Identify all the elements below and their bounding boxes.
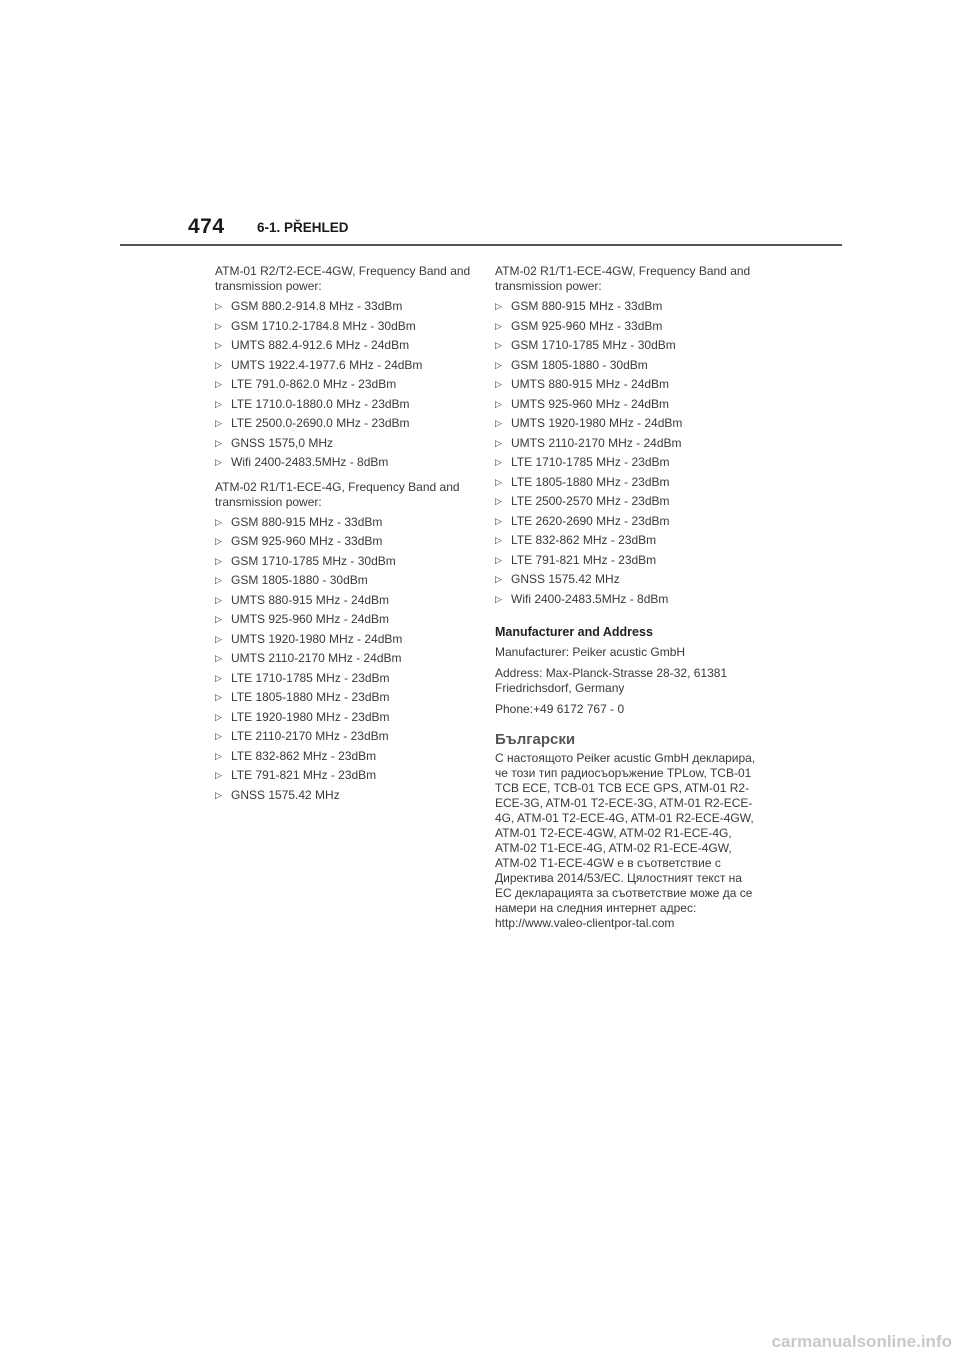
list-item xyxy=(495,592,757,612)
list-item xyxy=(215,710,477,730)
list-item-text: UMTS 882.4-912.6 MHz - 24dBm xyxy=(231,338,410,352)
triangle-right-icon: ▷ xyxy=(495,476,502,487)
triangle-right-icon: ▷ xyxy=(495,359,502,370)
list-item-text: Wifi 2400-2483.5MHz - 8dBm xyxy=(511,591,669,606)
triangle-right-icon: ▷ xyxy=(495,496,502,506)
list-item-text: GSM 1710.2-1784.8 MHz - 30dBm xyxy=(231,318,416,333)
list-item xyxy=(215,436,477,456)
list-item xyxy=(215,729,477,749)
list-item-text: GNSS 1575.42 MHz xyxy=(231,787,340,802)
list-item xyxy=(215,768,477,788)
list-item-text: LTE 2620-2690 MHz - 23dBm xyxy=(511,513,670,528)
triangle-right-icon: ▷ xyxy=(215,516,222,527)
list-item xyxy=(215,788,477,808)
list-item xyxy=(495,319,757,339)
header-divider xyxy=(120,244,842,246)
section-intro: ATM-01 R2/T2-ECE-4GW, Frequency Band and transmission power: xyxy=(215,264,471,293)
list-item xyxy=(215,515,477,535)
triangle-right-icon: ▷ xyxy=(215,457,222,467)
list-item-text: GNSS 1575.42 MHz xyxy=(511,572,620,586)
list-item-text: LTE 2500-2570 MHz - 23dBm xyxy=(511,494,670,508)
triangle-right-icon: ▷ xyxy=(215,437,222,448)
list-item-text: GSM 880-915 MHz - 33dBm xyxy=(231,514,383,529)
bulgarian-heading: Български xyxy=(495,731,576,748)
triangle-right-icon: ▷ xyxy=(495,379,502,389)
triangle-right-icon: ▷ xyxy=(215,692,222,702)
triangle-right-icon: ▷ xyxy=(215,594,222,605)
triangle-right-icon: ▷ xyxy=(495,437,502,448)
section-intro: ATM-02 R1/T1-ECE-4GW, Frequency Band and transmission power: xyxy=(495,264,751,293)
chapter-title: 6-1. PŘEHLED xyxy=(257,220,349,235)
triangle-right-icon: ▷ xyxy=(215,672,222,683)
list-item-text: GSM 1710-1785 MHz - 30dBm xyxy=(511,338,676,352)
list-item-text: LTE 791-821 MHz - 23dBm xyxy=(231,768,377,782)
triangle-right-icon: ▷ xyxy=(495,554,502,565)
list-item xyxy=(495,494,757,514)
right-column xyxy=(495,264,757,931)
list-item xyxy=(495,436,757,456)
list-item xyxy=(495,455,757,475)
triangle-right-icon: ▷ xyxy=(215,711,222,722)
list-item xyxy=(495,397,757,417)
page-number: 474 xyxy=(188,215,225,238)
list-item xyxy=(215,671,477,691)
list-item xyxy=(215,534,477,554)
list-item xyxy=(215,573,477,593)
triangle-right-icon: ▷ xyxy=(215,614,222,624)
list-item-text: GSM 925-960 MHz - 33dBm xyxy=(511,318,663,333)
bulgarian-declaration: С настоящото Peiker acustic GmbH декларира, че този тип радиосъоръжение TPLow, TCB-01 TCB ECE, TCB-01 TCB ECE GPS, ATM-01 R2-ECE-3G, ATM-01 T2-ECE-3G, ATM-01 R2-ECE-4G, ATM-01 T2-ECE-4G, ATM-01 R2-ECE-4GW, ATM-01 T2-ECE-4GW, ATM-02 R1-ECE-4G, ATM-02 T1-ECE-4G, ATM-02 R1-ECE-4GW, ATM-02 T1-ECE-4GW е в съответствие с Директива 2014/53/ЕС. Цялостният текст на ЕС декларацията за съответствие може да се намери на следния интернет адрес: http://www.valeo-clientpor-tal.com xyxy=(495,751,756,930)
list-item-text: GSM 880.2-914.8 MHz - 33dBm xyxy=(231,299,403,313)
list-item xyxy=(215,397,477,417)
list-item xyxy=(495,416,757,436)
list-item-text: LTE 1920-1980 MHz - 23dBm xyxy=(231,709,390,724)
list-item xyxy=(495,533,757,553)
triangle-right-icon: ▷ xyxy=(495,418,502,428)
list-item-text: UMTS 2110-2170 MHz - 24dBm xyxy=(231,651,402,665)
list-item-text: GNSS 1575,0 MHz xyxy=(231,435,334,450)
list-item xyxy=(215,651,477,671)
list-item xyxy=(495,475,757,495)
triangle-right-icon: ▷ xyxy=(215,575,222,585)
list-item-text: LTE 1805-1880 MHz - 23dBm xyxy=(231,690,390,704)
list-item-text: UMTS 880-915 MHz - 24dBm xyxy=(511,377,670,391)
list-item-text: LTE 791.0-862.0 MHz - 23dBm xyxy=(231,377,397,391)
list-item-text: UMTS 2110-2170 MHz - 24dBm xyxy=(511,435,682,450)
triangle-right-icon: ▷ xyxy=(215,633,222,644)
triangle-right-icon: ▷ xyxy=(495,593,502,604)
list-item xyxy=(215,319,477,339)
list-item-text: LTE 1710-1785 MHz - 23dBm xyxy=(231,670,390,685)
triangle-right-icon: ▷ xyxy=(215,379,222,389)
triangle-right-icon: ▷ xyxy=(495,340,502,350)
section-intro: ATM-02 R1/T1-ECE-4G, Frequency Band and transmission power: xyxy=(215,479,460,509)
triangle-right-icon: ▷ xyxy=(215,653,222,663)
manufacturer-name: Manufacturer: Peiker acustic GmbH xyxy=(495,645,686,659)
list-item xyxy=(495,358,757,378)
triangle-right-icon: ▷ xyxy=(215,555,222,566)
triangle-right-icon: ▷ xyxy=(215,398,222,409)
list-item-text: GSM 1805-1880 - 30dBm xyxy=(231,573,368,587)
list-item xyxy=(215,338,477,358)
list-item-text: LTE 1710.0-1880.0 MHz - 23dBm xyxy=(231,396,410,411)
list-item-text: UMTS 925-960 MHz - 24dBm xyxy=(231,612,390,626)
list-item-text: GSM 1805-1880 - 30dBm xyxy=(511,357,648,372)
list-item-text: LTE 2500.0-2690.0 MHz - 23dBm xyxy=(231,416,410,430)
triangle-right-icon: ▷ xyxy=(215,301,222,311)
list-item xyxy=(215,593,477,613)
list-item-text: LTE 1805-1880 MHz - 23dBm xyxy=(511,474,670,489)
watermark: carmanualsonline.info xyxy=(771,1332,952,1351)
triangle-right-icon: ▷ xyxy=(495,398,502,409)
list-item-text: UMTS 1920-1980 MHz - 24dBm xyxy=(511,416,683,430)
triangle-right-icon: ▷ xyxy=(215,359,222,370)
triangle-right-icon: ▷ xyxy=(215,536,222,546)
triangle-right-icon: ▷ xyxy=(215,418,222,428)
list-item xyxy=(215,299,477,319)
frequency-list xyxy=(215,299,477,475)
list-item-text: UMTS 880-915 MHz - 24dBm xyxy=(231,592,390,607)
list-item xyxy=(495,553,757,573)
list-item-text: LTE 1710-1785 MHz - 23dBm xyxy=(511,455,670,469)
list-item-text: UMTS 1920-1980 MHz - 24dBm xyxy=(231,631,403,646)
list-item xyxy=(215,632,477,652)
list-item xyxy=(215,455,477,475)
list-item-text: Wifi 2400-2483.5MHz - 8dBm xyxy=(231,455,389,469)
triangle-right-icon: ▷ xyxy=(215,731,222,741)
list-item xyxy=(215,612,477,632)
triangle-right-icon: ▷ xyxy=(495,320,502,331)
list-item-text: LTE 832-862 MHz - 23dBm xyxy=(511,533,657,547)
list-item xyxy=(215,358,477,378)
triangle-right-icon: ▷ xyxy=(495,515,502,526)
list-item xyxy=(495,338,757,358)
triangle-right-icon: ▷ xyxy=(495,301,502,311)
manufacturer-address: Address: Max-Planck-Strasse 28-32, 61381 Friedrichsdorf, Germany xyxy=(495,666,728,695)
triangle-right-icon: ▷ xyxy=(495,457,502,467)
list-item xyxy=(495,514,757,534)
triangle-right-icon: ▷ xyxy=(215,750,222,761)
triangle-right-icon: ▷ xyxy=(495,574,502,584)
list-item-text: UMTS 1922.4-1977.6 MHz - 24dBm xyxy=(231,357,423,372)
list-item-text: GSM 925-960 MHz - 33dBm xyxy=(231,534,383,548)
triangle-right-icon: ▷ xyxy=(215,789,222,800)
list-item xyxy=(215,554,477,574)
list-item-text: LTE 832-862 MHz - 23dBm xyxy=(231,748,377,763)
triangle-right-icon: ▷ xyxy=(215,320,222,331)
list-item xyxy=(215,690,477,710)
list-item-text: UMTS 925-960 MHz - 24dBm xyxy=(511,396,670,411)
list-item-text: LTE 2110-2170 MHz - 23dBm xyxy=(231,729,389,743)
frequency-list xyxy=(215,515,477,808)
manufacturer-heading: Manufacturer and Address xyxy=(495,625,653,639)
left-column xyxy=(215,264,477,812)
list-item xyxy=(215,377,477,397)
triangle-right-icon: ▷ xyxy=(215,770,222,780)
list-item xyxy=(495,572,757,592)
frequency-list xyxy=(495,299,757,611)
list-item xyxy=(495,299,757,319)
manufacturer-phone: Phone:+49 6172 767 - 0 xyxy=(495,702,625,716)
triangle-right-icon: ▷ xyxy=(215,340,222,350)
list-item xyxy=(215,416,477,436)
list-item xyxy=(215,749,477,769)
list-item-text: GSM 880-915 MHz - 33dBm xyxy=(511,299,663,313)
triangle-right-icon: ▷ xyxy=(495,535,502,545)
list-item-text: GSM 1710-1785 MHz - 30dBm xyxy=(231,553,396,568)
list-item xyxy=(495,377,757,397)
list-item-text: LTE 791-821 MHz - 23dBm xyxy=(511,552,657,567)
